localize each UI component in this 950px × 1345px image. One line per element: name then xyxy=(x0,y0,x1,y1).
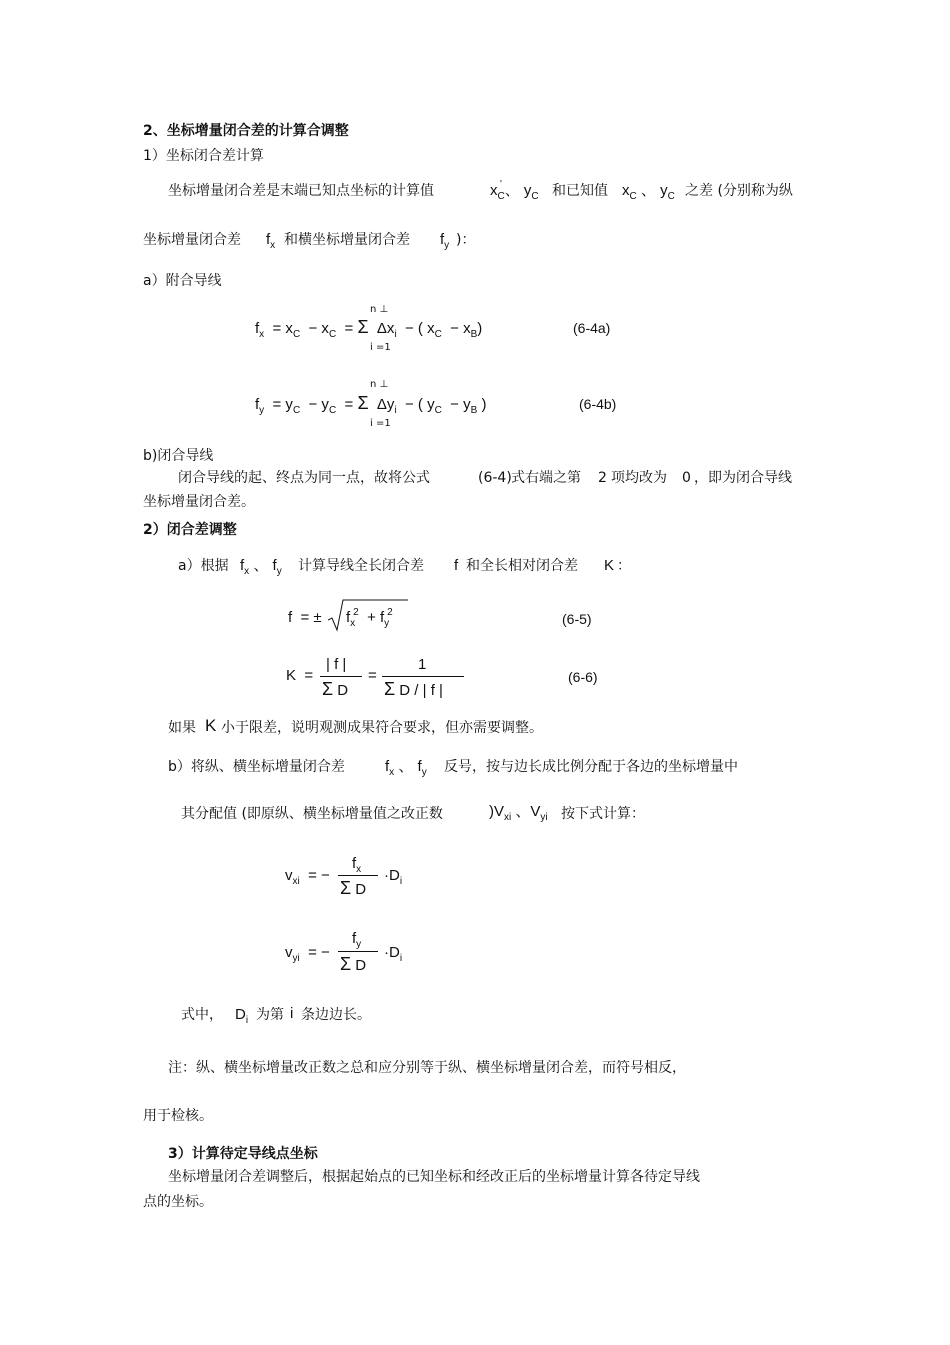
fraction-bar-1 xyxy=(320,676,362,677)
paragraph-3-text-f: 0 xyxy=(682,470,691,486)
formula-xc-yc: $x_C$ 、 $y_C$ xyxy=(622,182,675,202)
subsection-1-title: 1）坐标闭合差计算 xyxy=(143,148,264,164)
equation-number-6-6: (6-6) xyxy=(568,669,598,685)
formula-fx-fy-2: $f_x$ 、 $f_y$ xyxy=(385,758,427,778)
equation-vxi-lhs: $v_{xi}$ = − xyxy=(285,867,330,887)
formula-fx-fy: $f_x$ 、 $f_y$ xyxy=(240,557,282,577)
equation-vyi-rhs: $\cdot D_i$ xyxy=(384,944,403,964)
item-a-text-4: ： xyxy=(617,558,631,574)
paragraph-6-text-b: 为第 xyxy=(256,1007,284,1023)
paragraph-2-text-b: 和横坐标增量闭合差 xyxy=(284,232,410,248)
formula-di: $D_i$ xyxy=(235,1006,249,1026)
sub-b-title: b)闭合导线 xyxy=(143,448,214,464)
sum-lower-limit-a: i =1 xyxy=(370,342,391,353)
fraction-bar-vyi xyxy=(338,951,378,952)
paragraph-3-text-b: (6-4) xyxy=(478,470,512,486)
formula-f: f xyxy=(454,557,459,574)
equation-6-5: f = ± xyxy=(288,609,322,626)
paragraph-3-text-a: 闭合导线的起、终点为同一点，故将公式 xyxy=(178,470,430,486)
equation-number-6-4b: (6-4b) xyxy=(579,396,617,412)
formula-fy: $f_y$ xyxy=(440,231,450,251)
item-a-text-1: a）根据 xyxy=(178,558,229,574)
formula-fx: $f_x$ xyxy=(266,231,276,251)
equation-vyi-lhs: $v_{yi}$ = − xyxy=(285,944,330,964)
paragraph-1-text-c: 之差 (分别称为纵 xyxy=(685,183,793,199)
paragraph-6-text-a: 式中， xyxy=(181,1007,223,1023)
paragraph-3-text-g: ，即为闭合导线 xyxy=(694,470,792,486)
note-text: 注：纵、横坐标增量改正数之总和应分别等于纵、横坐标增量闭合差，而符号相反， xyxy=(168,1060,686,1076)
paragraph-7-line-2: 点的坐标。 xyxy=(143,1194,213,1210)
paragraph-4-text-a: 如果 xyxy=(168,720,196,736)
formula-vxi-vyi: )$V_{xi}$ 、$V_{yi}$ xyxy=(489,803,548,823)
equation-6-6-den-1: Σ D xyxy=(322,679,349,699)
equation-vxi-num: $f_x$ xyxy=(352,855,362,875)
fraction-bar-2 xyxy=(382,676,464,677)
sum-upper-limit-b: n ⊥ xyxy=(370,379,389,390)
paragraph-3-line-2: 坐标增量闭合差。 xyxy=(143,494,255,510)
sum-upper-limit-a: n ⊥ xyxy=(370,304,389,315)
section-2-title: 2、坐标增量闭合差的计算合调整 xyxy=(143,123,349,139)
paragraph-4-text-b: 小于限差，说明观测成果符合要求，但亦需要调整。 xyxy=(221,720,543,736)
equation-vyi-num: $f_y$ xyxy=(352,930,362,950)
equation-6-4a: $f_x = x_C - x_C = \Sigma$ $\Delta x_i$ − ( $x_C - x_B$) xyxy=(255,317,483,340)
equation-number-6-4a: (6-4a) xyxy=(573,320,611,336)
paragraph-6-text-c: 条边边长。 xyxy=(301,1007,371,1023)
equation-vxi-rhs: $\cdot D_i$ xyxy=(384,867,403,887)
paragraph-5-text-a: 其分配值 (即原纵、横坐标增量值之改正数 xyxy=(181,806,443,822)
equation-6-6-num-2: 1 xyxy=(418,656,427,673)
item-b-text-1: b）将纵、横坐标增量闭合差 xyxy=(168,759,345,775)
equation-vyi-den: Σ D xyxy=(340,954,367,974)
paragraph-7-text: 坐标增量闭合差调整后，根据起始点的已知坐标和经改正后的坐标增量计算各待定导线 xyxy=(168,1169,700,1185)
equation-6-6-equals: = xyxy=(368,667,377,684)
paragraph-3-text-c: 式右端之第 xyxy=(511,470,581,486)
equation-6-5-radicand: $f_x^2 + f_y^2$ xyxy=(346,607,393,629)
subsection-2-title: 2）闭合差调整 xyxy=(143,522,237,538)
sum-lower-limit-b: i =1 xyxy=(370,418,391,429)
paragraph-1-text-b: 和已知值 xyxy=(552,183,608,199)
item-a-text-2: 计算导线全长闭合差 xyxy=(298,558,424,574)
paragraph-1-text-a: 坐标增量闭合差是末端已知点坐标的计算值 xyxy=(168,183,434,199)
equation-6-6-lhs: K = xyxy=(286,667,314,684)
note-text-2: 用于检核。 xyxy=(143,1108,213,1124)
equation-number-6-5: (6-5) xyxy=(562,611,592,627)
equation-6-4b: $f_y = y_C - y_C = \Sigma$ $\Delta y_i$ − ( $y_C - y_B$ ) xyxy=(255,393,487,416)
formula-i: i xyxy=(290,1005,294,1022)
item-b-text-2: 反号，按与边长成比例分配于各边的坐标增量中 xyxy=(444,759,738,775)
paragraph-2-text-c: )： xyxy=(456,232,476,248)
equation-6-6-num-1: | f | xyxy=(326,656,347,673)
paragraph-3-text-e: 项均改为 xyxy=(611,470,667,486)
equation-vxi-den: Σ D xyxy=(340,878,367,898)
equation-6-6-den-2: Σ D / | f | xyxy=(384,679,443,699)
paragraph-3-text-d: 2 xyxy=(598,470,607,486)
fraction-bar-vxi xyxy=(338,875,378,876)
paragraph-2-text-a: 坐标增量闭合差 xyxy=(143,232,241,248)
paragraph-5-text-b: 按下式计算： xyxy=(561,806,645,822)
formula-k-2: K xyxy=(205,716,217,735)
sub-a-title: a）附合导线 xyxy=(143,273,222,289)
formula-xc-prime: $x_C$ ' 、 $y_C$ xyxy=(490,179,539,202)
item-a-text-3: 和全长相对闭合差 xyxy=(466,558,578,574)
formula-k: K xyxy=(604,557,615,574)
subsection-3-title: 3）计算待定导线点坐标 xyxy=(168,1146,318,1162)
